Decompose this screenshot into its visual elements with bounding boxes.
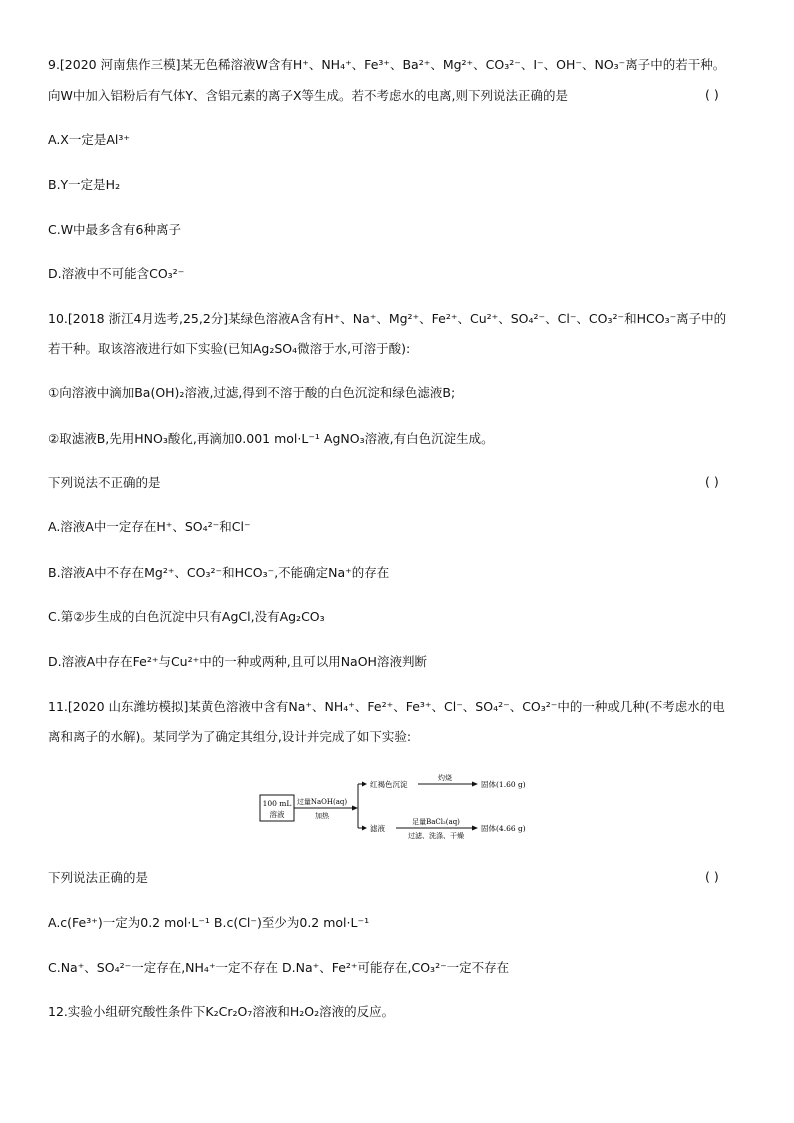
q9-option-b: B.Y一定是H₂ (48, 177, 121, 192)
flow-main-arrowhead (352, 806, 358, 811)
flow-upper-product: 红褐色沉淀 (370, 780, 408, 789)
flow-lower-reagent: 足量BaCl₂(aq) (412, 818, 460, 826)
q9-option-a: A.X一定是Al³⁺ (48, 132, 131, 147)
q10-stem-line2: 若干种。取该溶液进行如下实验(已知Ag₂SO₄微溶于水,可溶于酸): (48, 341, 411, 356)
flow-main-condition: 加热 (315, 812, 329, 820)
q10-option-d: D.溶液A中存在Fe²⁺与Cu²⁺中的一种或两种,且可以用NaOH溶液判断 (48, 654, 427, 669)
q9-answer-paren: ( ) (705, 87, 719, 102)
q11-stem-line2: 离和离子的水解)。某同学为了确定其组分,设计并完成了如下实验: (48, 729, 412, 744)
q11-flow-diagram (258, 768, 543, 848)
q9-stem-line1: 9.[2020 河南焦作三模]某无色稀溶液W含有H⁺、NH₄⁺、Fe³⁺、Ba²⁺、Mg²⁺、CO₃²⁻、I⁻、OH⁻、NO₃⁻离子中的若干种。 (48, 57, 726, 72)
q11-stem-line1: 11.[2020 山东潍坊模拟]某黄色溶液中含有Na⁺、NH₄⁺、Fe²⁺、Fe³⁺、Cl⁻、SO₄²⁻、CO₃²⁻中的一种或几种(不考虑水的电 (48, 699, 725, 714)
q10-question: 下列说法不正确的是 (48, 475, 161, 490)
flow-box-line2: 溶液 (269, 810, 285, 819)
q9-option-d: D.溶液中不可能含CO₃²⁻ (48, 266, 185, 281)
q11-answer-paren: ( ) (705, 869, 719, 884)
q10-stem-line1: 10.[2018 浙江4月选考,25,2分]某绿色溶液A含有H⁺、Na⁺、Mg²⁺、Fe²⁺、Cu²⁺、SO₄²⁻、Cl⁻、CO₃²⁻和HCO₃⁻离子中的 (48, 311, 727, 326)
q12-stem: 12.实验小组研究酸性条件下K₂Cr₂O₇溶液和H₂O₂溶液的反应。 (48, 1004, 395, 1019)
q11-options-ab: A.c(Fe³⁺)一定为0.2 mol·L⁻¹ B.c(Cl⁻)至少为0.2 mol·L⁻¹ (48, 915, 370, 930)
flow-upper-result: 固体(1.60 g) (481, 780, 526, 789)
q10-step-1: ①向溶液中滴加Ba(OH)₂溶液,过滤,得到不溶于酸的白色沉淀和绿色滤液B; (48, 385, 456, 400)
flow-lower-arrowhead (472, 826, 478, 831)
q10-option-c: C.第②步生成的白色沉淀中只有AgCl,没有Ag₂CO₃ (48, 609, 325, 624)
q10-answer-paren: ( ) (705, 474, 719, 489)
q11-options-cd: C.Na⁺、SO₄²⁻一定存在,NH₄⁺一定不存在 D.Na⁺、Fe²⁺可能存在,CO₃²⁻一定不存在 (48, 960, 510, 975)
q10-step-2: ②取滤液B,先用HNO₃酸化,再滴加0.001 mol·L⁻¹ AgNO₃溶液,有白色沉淀生成。 (48, 431, 494, 446)
q9-option-c: C.W中最多含有6种离子 (48, 222, 182, 237)
flow-branch-lower-arrowhead (362, 826, 367, 831)
q10-option-b: B.溶液A中不存在Mg²⁺、CO₃²⁻和HCO₃⁻,不能确定Na⁺的存在 (48, 565, 390, 580)
q10-option-a: A.溶液A中一定存在H⁺、SO₄²⁻和Cl⁻ (48, 519, 251, 534)
flow-branch-upper-arrowhead (362, 782, 367, 787)
flow-lower-result: 固体(4.66 g) (481, 824, 526, 833)
q11-question: 下列说法正确的是 (48, 870, 149, 885)
q9-stem-line2: 向W中加入铝粉后有气体Y、含铝元素的离子X等生成。若不考虑水的电离,则下列说法正确的是 (48, 88, 569, 103)
flow-lower-condition: 过滤、洗涤、干燥 (408, 832, 464, 840)
flow-main-reagent: 过量NaOH(aq) (296, 798, 348, 806)
flow-lower-product: 滤液 (370, 824, 385, 833)
flow-upper-condition: 灼烧 (438, 774, 452, 782)
flow-upper-arrowhead (472, 782, 478, 787)
flow-box-line1: 100 mL (262, 799, 292, 808)
